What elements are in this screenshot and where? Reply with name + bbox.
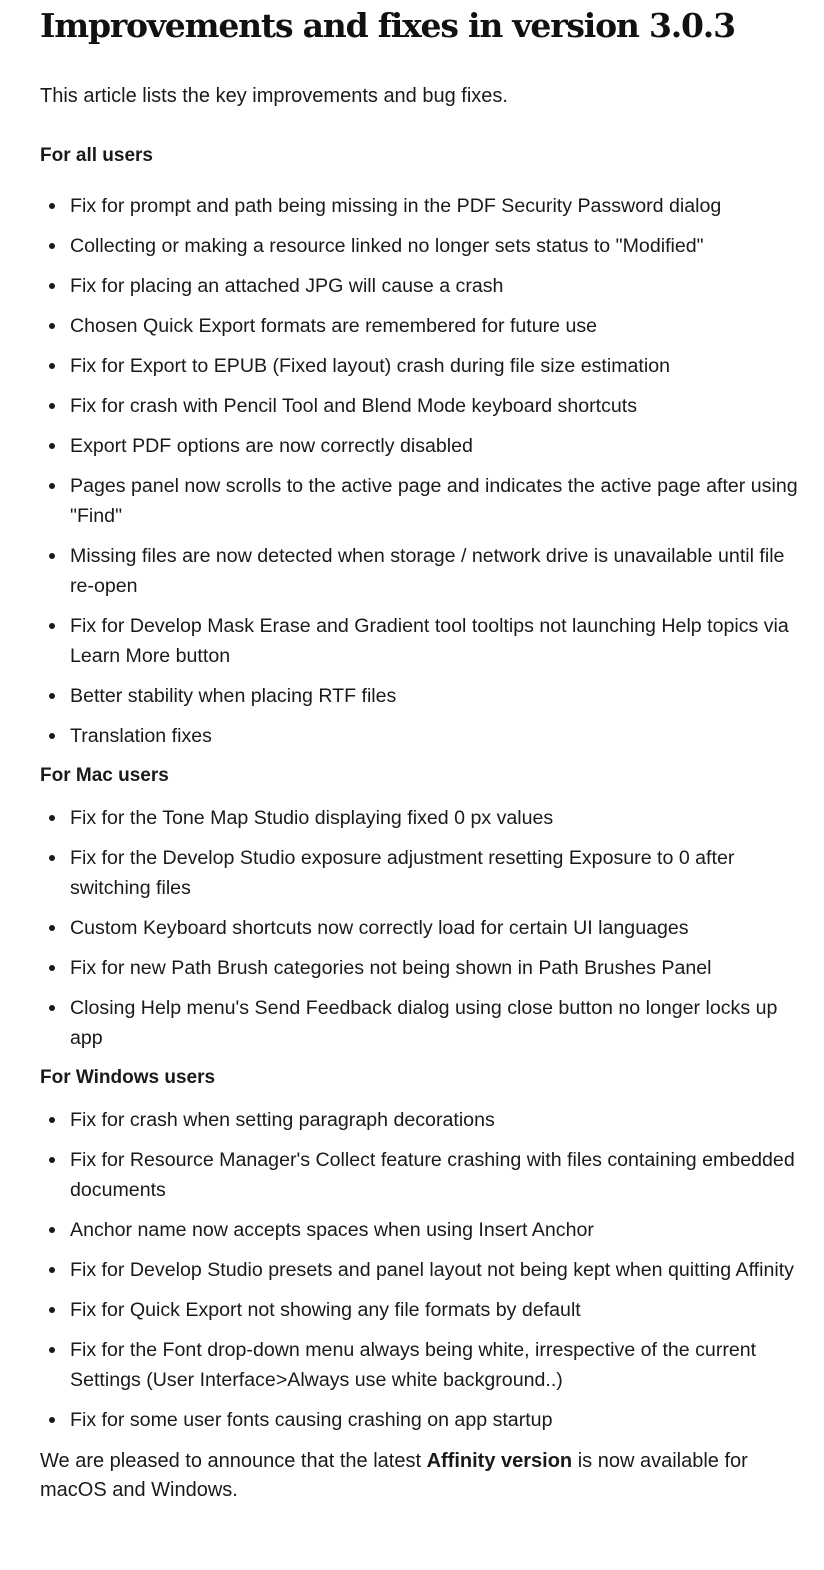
list-item bbox=[40, 721, 810, 751]
bullet-icon bbox=[49, 693, 55, 699]
bullet-icon bbox=[49, 483, 55, 489]
list-item-text: Fix for Resource Manager's Collect feature crashing with files containing embedded documents bbox=[70, 1149, 795, 1201]
list-item bbox=[40, 953, 810, 983]
bullet-icon bbox=[49, 1157, 55, 1163]
list-item bbox=[40, 391, 810, 421]
list-item bbox=[40, 1335, 810, 1395]
list-item bbox=[40, 351, 810, 381]
list-item bbox=[40, 191, 810, 221]
article bbox=[40, 0, 810, 1505]
bullet-icon bbox=[49, 363, 55, 369]
list-item-text: Fix for Develop Mask Erase and Gradient tool tooltips not launching Help topics via Learn More button bbox=[70, 615, 789, 667]
list-item-text: Fix for crash when setting paragraph decorations bbox=[70, 1109, 495, 1131]
section-heading: For Mac users bbox=[40, 765, 169, 786]
list-item bbox=[40, 843, 810, 903]
list-item-text: Fix for Quick Export not showing any file formats by default bbox=[70, 1299, 581, 1321]
bullet-icon bbox=[49, 1117, 55, 1123]
list-item bbox=[40, 431, 810, 461]
fix-list bbox=[40, 1105, 810, 1435]
list-item bbox=[40, 471, 810, 531]
announcement-lead: We are pleased to announce that the latest bbox=[40, 1450, 427, 1472]
bullet-icon bbox=[49, 203, 55, 209]
list-item bbox=[40, 271, 810, 301]
bullet-icon bbox=[49, 623, 55, 629]
list-item-text: Anchor name now accepts spaces when using Insert Anchor bbox=[70, 1219, 594, 1241]
page-title: Improvements and fixes in version 3.0.3 bbox=[40, 6, 735, 45]
section-heading: For Windows users bbox=[40, 1067, 216, 1088]
bullet-icon bbox=[49, 733, 55, 739]
list-item bbox=[40, 611, 810, 671]
bullet-icon bbox=[49, 1347, 55, 1353]
bullet-icon bbox=[49, 403, 55, 409]
bullet-icon bbox=[49, 855, 55, 861]
bullet-icon bbox=[49, 283, 55, 289]
announcement-text bbox=[40, 1447, 810, 1505]
bullet-icon bbox=[49, 815, 55, 821]
bullet-icon bbox=[49, 965, 55, 971]
intro-text: This article lists the key improvements and bug fixes. bbox=[40, 85, 508, 107]
list-item-text: Fix for the Develop Studio exposure adjustment resetting Exposure to 0 after switching files bbox=[70, 847, 735, 899]
bullet-icon bbox=[49, 1267, 55, 1273]
fix-list bbox=[40, 191, 810, 751]
affinity-version-emphasis: Affinity version bbox=[426, 1450, 573, 1472]
fix-list bbox=[40, 803, 810, 1053]
section-mac-users bbox=[40, 761, 810, 1053]
list-item bbox=[40, 1145, 810, 1205]
list-item bbox=[40, 231, 810, 261]
bullet-icon bbox=[49, 1307, 55, 1313]
list-item bbox=[40, 1255, 810, 1285]
section-heading: For all users bbox=[40, 145, 153, 166]
list-item-text: Fix for new Path Brush categories not being shown in Path Brushes Panel bbox=[70, 957, 712, 979]
list-item-text: Fix for prompt and path being missing in the PDF Security Password dialog bbox=[70, 195, 722, 217]
list-item-text: Fix for Export to EPUB (Fixed layout) crash during file size estimation bbox=[70, 355, 671, 377]
list-item bbox=[40, 1105, 810, 1135]
bullet-icon bbox=[49, 553, 55, 559]
list-item bbox=[40, 1295, 810, 1325]
list-item bbox=[40, 993, 810, 1053]
bullet-icon bbox=[49, 925, 55, 931]
list-item-text: Translation fixes bbox=[70, 725, 212, 747]
list-item bbox=[40, 1405, 810, 1435]
list-item bbox=[40, 681, 810, 711]
list-item-text: Fix for crash with Pencil Tool and Blend Mode keyboard shortcuts bbox=[70, 395, 638, 417]
section-windows-users bbox=[40, 1063, 810, 1435]
list-item-text: Fix for Develop Studio presets and panel layout not being kept when quitting Affinity bbox=[70, 1259, 794, 1281]
list-item-text: Fix for some user fonts causing crashing on app startup bbox=[70, 1409, 553, 1431]
section-all-users bbox=[40, 141, 810, 751]
list-item-text: Closing Help menu's Send Feedback dialog using close button no longer locks up app bbox=[70, 997, 778, 1049]
list-item-text: Collecting or making a resource linked no longer sets status to "Modified" bbox=[70, 235, 704, 257]
bullet-icon bbox=[49, 1005, 55, 1011]
list-item bbox=[40, 913, 810, 943]
bullet-icon bbox=[49, 443, 55, 449]
list-item-text: Better stability when placing RTF files bbox=[70, 685, 397, 707]
list-item-text: Fix for the Tone Map Studio displaying fixed 0 px values bbox=[70, 807, 554, 829]
bullet-icon bbox=[49, 1417, 55, 1423]
list-item-text: Missing files are now detected when storage / network drive is unavailable until file re-open bbox=[70, 545, 785, 597]
list-item bbox=[40, 541, 810, 601]
bullet-icon bbox=[49, 1227, 55, 1233]
list-item bbox=[40, 311, 810, 341]
list-item bbox=[40, 1215, 810, 1245]
list-item-text: Fix for placing an attached JPG will cause a crash bbox=[70, 275, 504, 297]
list-item-text: Pages panel now scrolls to the active page and indicates the active page after using "Find" bbox=[70, 475, 798, 527]
bullet-icon bbox=[49, 323, 55, 329]
list-item-text: Chosen Quick Export formats are remembered for future use bbox=[70, 315, 598, 337]
list-item-text: Fix for the Font drop-down menu always being white, irrespective of the current Settings (User Interface>Always use white background..) bbox=[70, 1339, 757, 1391]
list-item-text: Export PDF options are now correctly disabled bbox=[70, 435, 473, 457]
list-item-text: Custom Keyboard shortcuts now correctly load for certain UI languages bbox=[70, 917, 689, 939]
announcement-tail: is now available for macOS and Windows. bbox=[40, 1450, 748, 1501]
bullet-icon bbox=[49, 243, 55, 249]
list-item bbox=[40, 803, 810, 833]
